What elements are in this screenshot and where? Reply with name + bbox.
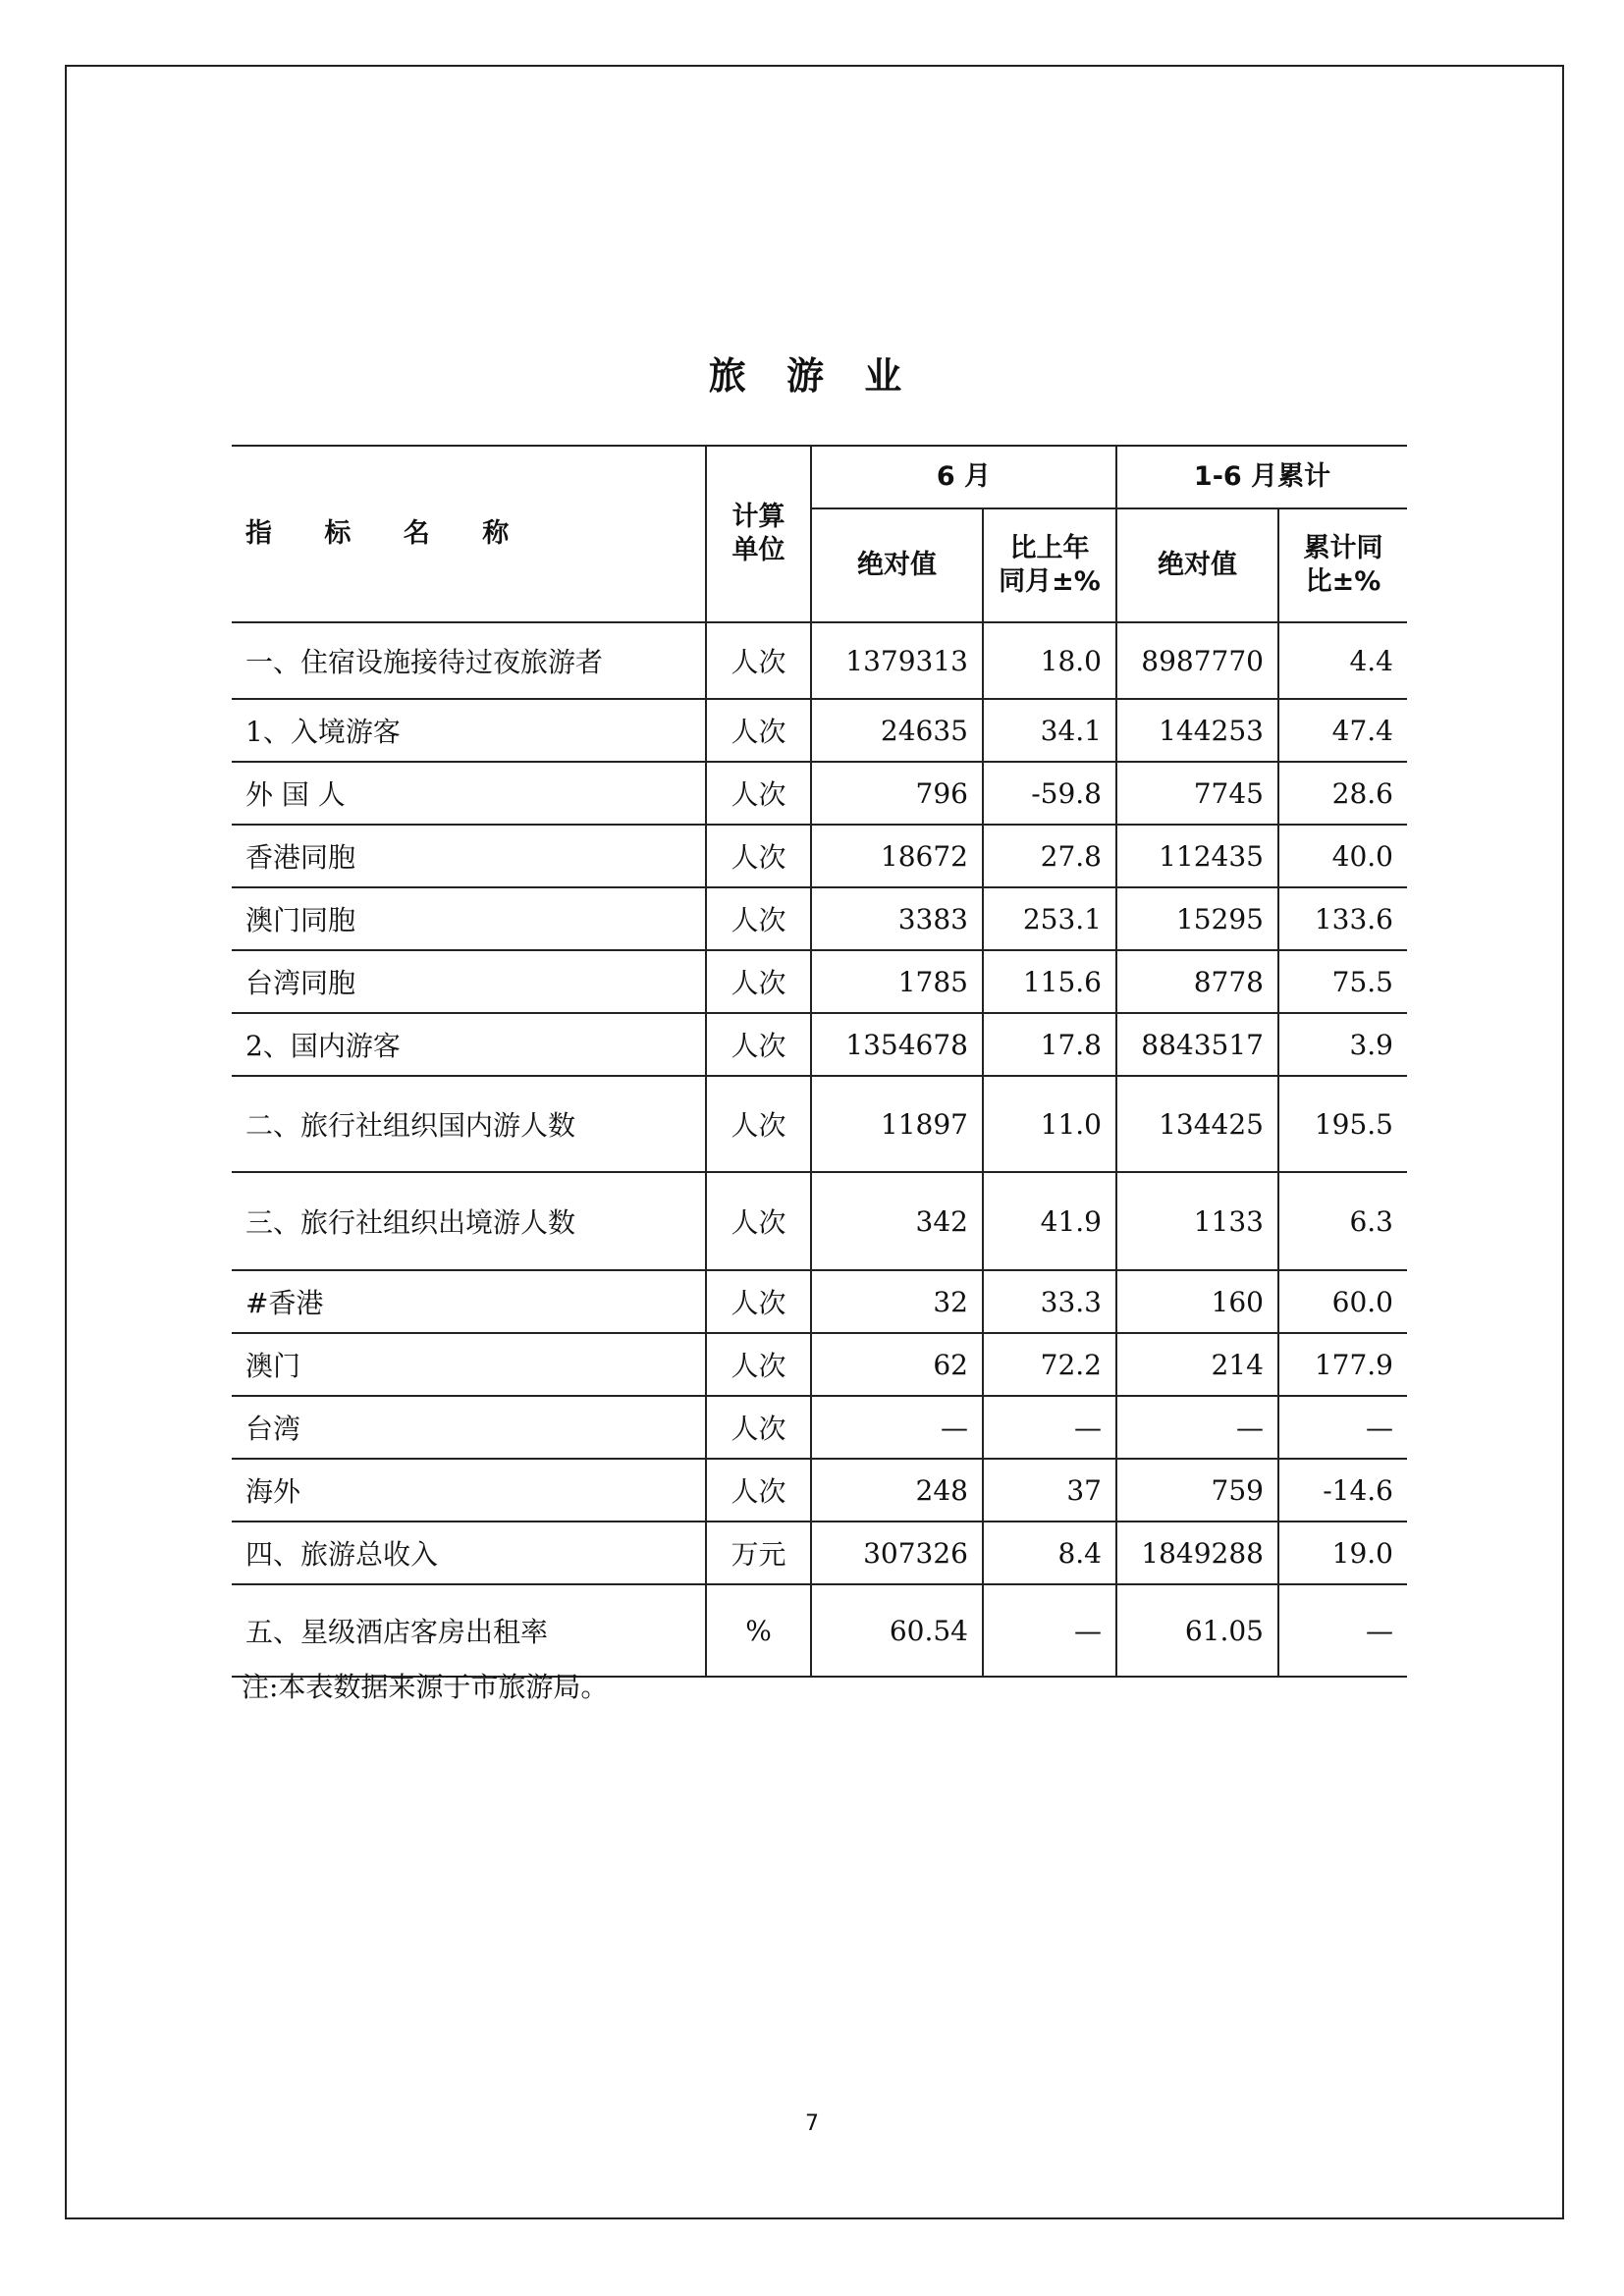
row-cum-yoy: — xyxy=(1278,1584,1407,1677)
table-row xyxy=(232,887,1407,950)
row-cum-abs: 15295 xyxy=(1116,887,1278,950)
header-cumulative: 1-6 月累计 xyxy=(1116,446,1407,508)
row-month-yoy: 17.8 xyxy=(983,1013,1116,1076)
row-month-yoy: — xyxy=(983,1396,1116,1459)
row-cum-abs: 1133 xyxy=(1116,1172,1278,1270)
row-cum-abs: 160 xyxy=(1116,1270,1278,1333)
row-cum-abs: 61.05 xyxy=(1116,1584,1278,1677)
row-cum-abs: 8778 xyxy=(1116,950,1278,1013)
row-name: 二、旅行社组织国内游人数 xyxy=(232,1076,706,1172)
row-cum-yoy: — xyxy=(1278,1396,1407,1459)
row-cum-abs: 8843517 xyxy=(1116,1013,1278,1076)
row-cum-abs: 1849288 xyxy=(1116,1522,1278,1584)
row-name: 外 国 人 xyxy=(232,762,706,825)
row-unit: 人次 xyxy=(706,1333,811,1396)
table-row xyxy=(232,1172,1407,1270)
row-cum-yoy: 60.0 xyxy=(1278,1270,1407,1333)
row-month-yoy: 37 xyxy=(983,1459,1116,1522)
row-name: 五、星级酒店客房出租率 xyxy=(232,1584,706,1677)
row-cum-abs: — xyxy=(1116,1396,1278,1459)
row-month-abs: 1379313 xyxy=(811,622,983,699)
row-name: 澳门 xyxy=(232,1333,706,1396)
table-row xyxy=(232,762,1407,825)
row-unit: 人次 xyxy=(706,622,811,699)
row-month-abs: 18672 xyxy=(811,825,983,887)
row-cum-abs: 759 xyxy=(1116,1459,1278,1522)
row-cum-yoy: 195.5 xyxy=(1278,1076,1407,1172)
row-cum-yoy: 4.4 xyxy=(1278,622,1407,699)
table-row xyxy=(232,950,1407,1013)
row-month-yoy: 27.8 xyxy=(983,825,1116,887)
row-month-abs: 32 xyxy=(811,1270,983,1333)
header-unit: 计算 单位 xyxy=(706,446,811,622)
row-name: 香港同胞 xyxy=(232,825,706,887)
row-cum-yoy: 133.6 xyxy=(1278,887,1407,950)
row-cum-yoy: 28.6 xyxy=(1278,762,1407,825)
row-month-yoy: 72.2 xyxy=(983,1333,1116,1396)
row-name: 1、入境游客 xyxy=(232,699,706,762)
row-unit: 人次 xyxy=(706,1459,811,1522)
row-unit: 人次 xyxy=(706,1076,811,1172)
row-month-abs: 1785 xyxy=(811,950,983,1013)
row-month-abs: 60.54 xyxy=(811,1584,983,1677)
table-row xyxy=(232,1522,1407,1584)
table-row xyxy=(232,1584,1407,1677)
page-number: 7 xyxy=(805,2111,819,2136)
row-name: 2、国内游客 xyxy=(232,1013,706,1076)
row-cum-yoy: 75.5 xyxy=(1278,950,1407,1013)
row-month-abs: 1354678 xyxy=(811,1013,983,1076)
row-cum-abs: 112435 xyxy=(1116,825,1278,887)
row-name: 一、住宿设施接待过夜旅游者 xyxy=(232,622,706,699)
row-month-yoy: 33.3 xyxy=(983,1270,1116,1333)
row-name: 四、旅游总收入 xyxy=(232,1522,706,1584)
header-month-abs: 绝对值 xyxy=(811,508,983,622)
table-row xyxy=(232,825,1407,887)
table-row xyxy=(232,1013,1407,1076)
row-month-yoy: 34.1 xyxy=(983,699,1116,762)
row-cum-yoy: 3.9 xyxy=(1278,1013,1407,1076)
row-cum-abs: 214 xyxy=(1116,1333,1278,1396)
row-cum-yoy: 6.3 xyxy=(1278,1172,1407,1270)
row-unit: 人次 xyxy=(706,762,811,825)
row-month-abs: 307326 xyxy=(811,1522,983,1584)
header-month: 6 月 xyxy=(811,446,1116,508)
row-cum-yoy: -14.6 xyxy=(1278,1459,1407,1522)
row-name: 海外 xyxy=(232,1459,706,1522)
row-cum-abs: 134425 xyxy=(1116,1076,1278,1172)
row-month-yoy: 253.1 xyxy=(983,887,1116,950)
row-month-abs: 3383 xyxy=(811,887,983,950)
table-row xyxy=(232,1396,1407,1459)
row-name: 三、旅行社组织出境游人数 xyxy=(232,1172,706,1270)
row-month-abs: 24635 xyxy=(811,699,983,762)
table-row xyxy=(232,1459,1407,1522)
table-row xyxy=(232,1076,1407,1172)
row-unit: 人次 xyxy=(706,1270,811,1333)
row-unit: 人次 xyxy=(706,699,811,762)
row-month-abs: — xyxy=(811,1396,983,1459)
row-cum-abs: 7745 xyxy=(1116,762,1278,825)
header-month-yoy: 比上年 同月±% xyxy=(983,508,1116,622)
row-month-yoy: 115.6 xyxy=(983,950,1116,1013)
tourism-table xyxy=(232,445,1407,1678)
row-cum-yoy: 47.4 xyxy=(1278,699,1407,762)
row-month-abs: 796 xyxy=(811,762,983,825)
table-row xyxy=(232,1333,1407,1396)
header-indicator-name: 指 标 名 称 xyxy=(232,446,706,622)
row-unit: 人次 xyxy=(706,887,811,950)
row-name: #香港 xyxy=(232,1270,706,1333)
row-unit: % xyxy=(706,1584,811,1677)
row-month-abs: 342 xyxy=(811,1172,983,1270)
row-month-abs: 248 xyxy=(811,1459,983,1522)
row-cum-yoy: 177.9 xyxy=(1278,1333,1407,1396)
row-month-yoy: -59.8 xyxy=(983,762,1116,825)
row-month-yoy: 8.4 xyxy=(983,1522,1116,1584)
row-month-yoy: 11.0 xyxy=(983,1076,1116,1172)
row-unit: 万元 xyxy=(706,1522,811,1584)
table-row xyxy=(232,622,1407,699)
row-cum-yoy: 40.0 xyxy=(1278,825,1407,887)
row-month-yoy: 18.0 xyxy=(983,622,1116,699)
row-month-yoy: — xyxy=(983,1584,1116,1677)
header-cum-abs: 绝对值 xyxy=(1116,508,1278,622)
row-month-yoy: 41.9 xyxy=(983,1172,1116,1270)
row-cum-yoy: 19.0 xyxy=(1278,1522,1407,1584)
row-unit: 人次 xyxy=(706,1396,811,1459)
row-cum-abs: 144253 xyxy=(1116,699,1278,762)
page-title: 旅 游 业 xyxy=(708,354,916,398)
row-cum-abs: 8987770 xyxy=(1116,622,1278,699)
row-month-abs: 11897 xyxy=(811,1076,983,1172)
row-month-abs: 62 xyxy=(811,1333,983,1396)
row-name: 台湾同胞 xyxy=(232,950,706,1013)
row-unit: 人次 xyxy=(706,1013,811,1076)
row-unit: 人次 xyxy=(706,950,811,1013)
row-name: 澳门同胞 xyxy=(232,887,706,950)
row-unit: 人次 xyxy=(706,1172,811,1270)
row-unit: 人次 xyxy=(706,825,811,887)
header-cum-yoy: 累计同 比±% xyxy=(1278,508,1407,622)
table-row xyxy=(232,1270,1407,1333)
table-row xyxy=(232,699,1407,762)
source-note: 注:本表数据来源于市旅游局。 xyxy=(242,1671,609,1703)
row-name: 台湾 xyxy=(232,1396,706,1459)
